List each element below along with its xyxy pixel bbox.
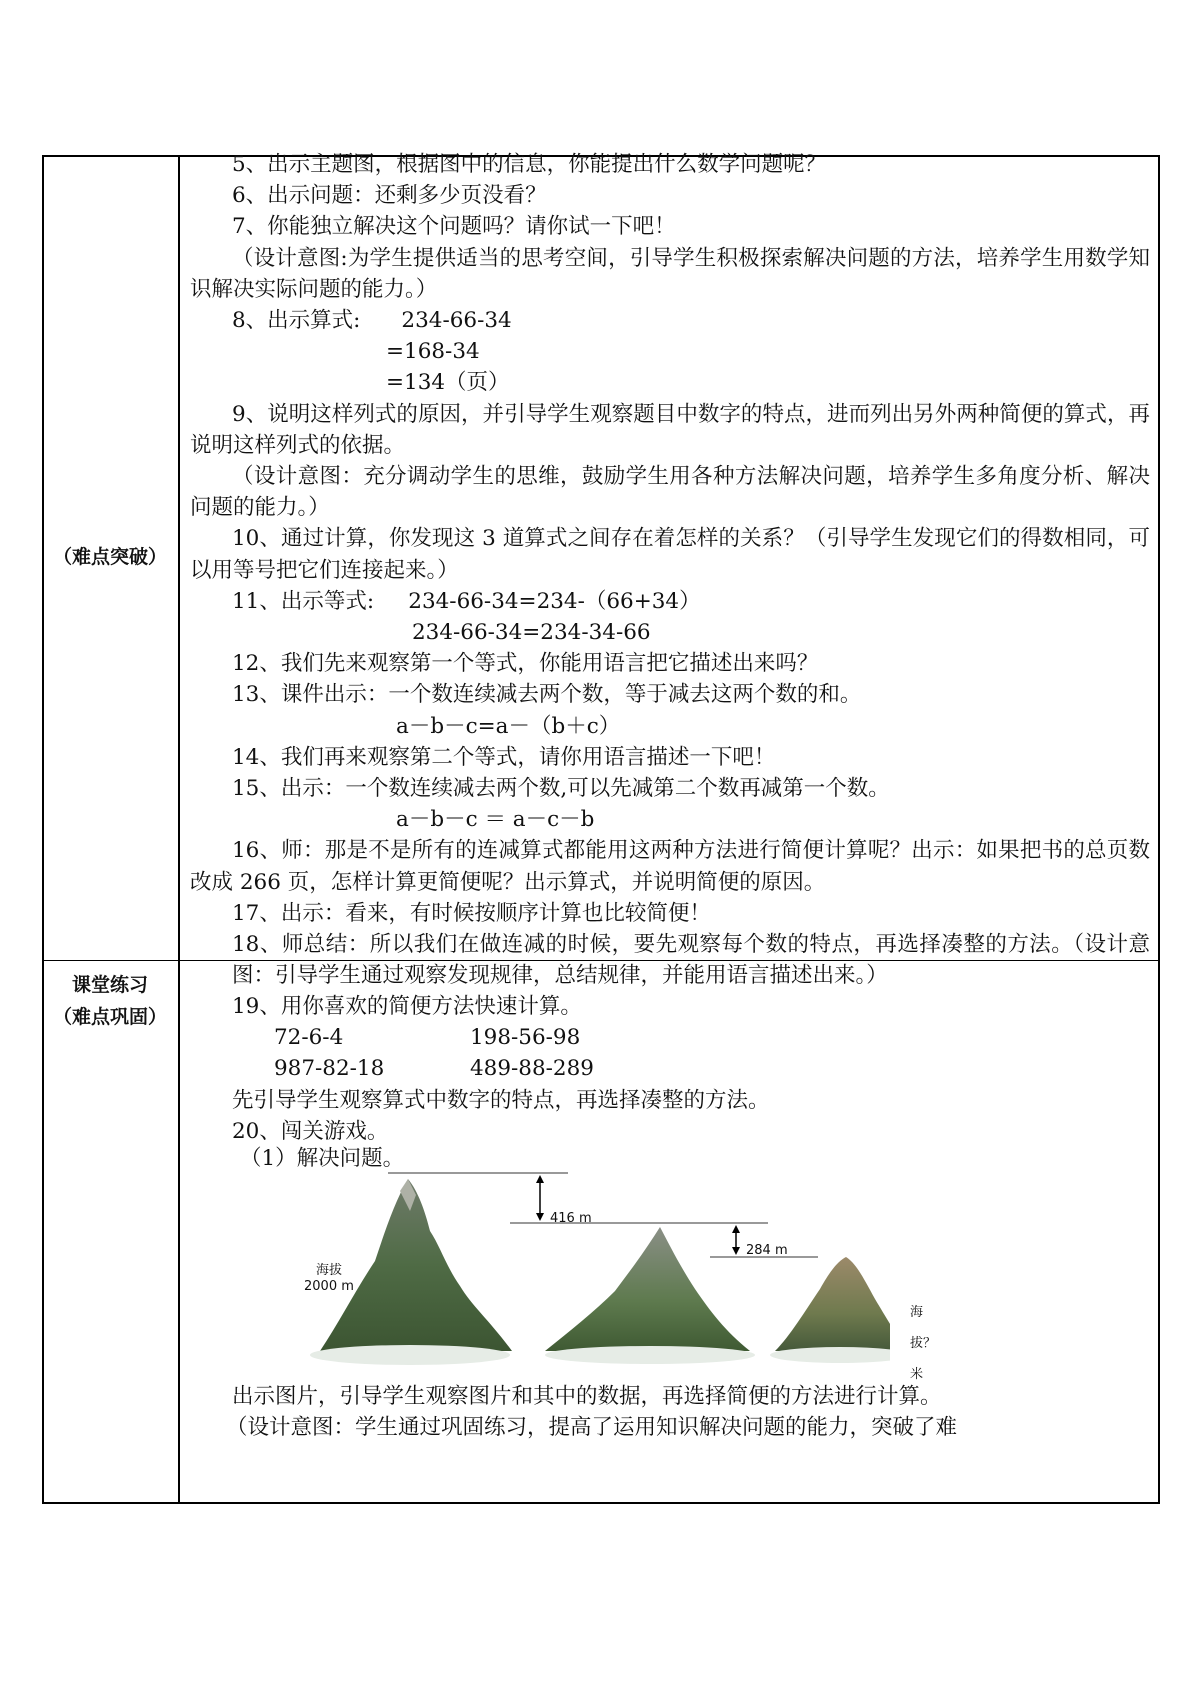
label-unknown-altitude: 海拔？米 <box>910 1305 937 1383</box>
row-label-practice-line1: 课堂练习 <box>71 974 148 996</box>
step-17: 17、出示：看来，有时候按顺序计算也比较简便！ <box>232 900 711 926</box>
step-14: 14、我们再来观察第二个等式，请你用语言描述一下吧！ <box>232 744 776 770</box>
middle-mountain <box>545 1227 750 1351</box>
lesson-table <box>42 152 1160 1504</box>
step-12: 12、我们先来观察第一个等式，你能用语言把它描述出来吗？ <box>232 651 819 677</box>
row-label-practice <box>42 969 178 1033</box>
step-9: 9、说明这样列式的原因，并引导学生观察题目中数字的特点，进而列出另外两种简便的算式，再说明这样列式的依据。 <box>190 401 1150 458</box>
sub-question-1: （1）解决问题。 <box>240 1146 405 1172</box>
expr-row-2 <box>190 1053 1150 1084</box>
step-11: 11、出示等式: 234-66-34=234-（66+34） <box>232 588 701 614</box>
formula-2: a－b－c ＝ a－c－b <box>396 807 595 833</box>
tall-mountain <box>320 1179 512 1351</box>
design-intent-3: （设计意图：学生通过巩固练习，提高了运用知识解决问题的能力，突破了难 <box>226 1415 958 1441</box>
step-18: 18、师总结：所以我们在做连减的时候，要先观察每个数的特点，再选择凑整的方法。（设计意图：引导学生通过观察发现规律，总结规律，并能用语言描述出来。） <box>232 932 1150 989</box>
design-intent-2: （设计意图：充分调动学生的思维，鼓励学生用各种方法解决问题，培养学生多角度分析、解决问题的能力。） <box>190 464 1150 521</box>
step-11-line-2: 234-66-34=234-34-66 <box>412 620 651 646</box>
step-6: 6、出示问题：还剩多少页没看？ <box>232 183 547 209</box>
figure-guide-text: 出示图片，引导学生观察图片和其中的数据，再选择简便的方法进行计算。 <box>232 1384 942 1410</box>
expr-row-1 <box>190 1022 1150 1053</box>
formula-1: a－b－c=a－（b＋c） <box>396 713 621 739</box>
question-20: 20、闯关游戏。 <box>232 1118 389 1144</box>
expr-2: 198-56-98 <box>470 1025 581 1051</box>
guide-text: 先引导学生观察算式中数字的特点，再选择凑整的方法。 <box>232 1087 770 1113</box>
expr-1: 72-6-4 <box>274 1025 344 1051</box>
label-altitude-word: 海拔 <box>316 1263 343 1279</box>
label-284m: 284 m <box>746 1243 788 1259</box>
row-label-difficulty: （难点突破） <box>52 546 167 568</box>
step-8: 8、出示算式: 234-66-34 <box>232 308 512 334</box>
expr-3: 987-82-18 <box>274 1056 385 1082</box>
mountain-figure <box>250 1171 937 1383</box>
table-border-right <box>1158 157 1160 1502</box>
question-19: 19、用你喜欢的简便方法快速计算。 <box>232 994 582 1019</box>
step-15: 15、出示：一个数连续减去两个数,可以先减第二个数再减第一个数。 <box>232 776 890 802</box>
table-column-divider <box>178 157 180 1502</box>
row-label-practice-line2: （难点巩固） <box>52 1006 167 1028</box>
section-practice-content <box>190 991 1150 1443</box>
label-416m: 416 m <box>550 1211 592 1227</box>
step-8-line-2: =168-34 <box>386 339 480 365</box>
table-border-left <box>42 157 44 1502</box>
step-5: 5、出示主题图，根据图中的信息，你能提出什么数学问题呢？ <box>232 152 827 177</box>
step-13: 13、课件出示：一个数连续减去两个数，等于减去这两个数的和。 <box>232 682 862 708</box>
step-7: 7、你能独立解决这个问题吗？请你试一下吧！ <box>232 214 676 240</box>
design-intent-1: （设计意图:为学生提供适当的思考空间，引导学生积极探索解决问题的方法，培养学生用数学知识解决实际问题的能力。） <box>190 245 1150 302</box>
step-8-line-3: =134（页） <box>386 370 510 396</box>
label-altitude-2000: 2000 m <box>304 1279 354 1295</box>
expr-4: 489-88-289 <box>470 1056 594 1082</box>
step-10: 10、通过计算，你发现这 3 道算式之间存在着怎样的关系？（引导学生发现它们的得数相同，可以用等号把它们连接起来。） <box>190 526 1150 583</box>
step-16: 16、师：那是不是所有的连减算式都能用这两种方法进行简便计算呢？出示：如果把书的总页数改成 266 页，怎样计算更简便呢？出示算式，并说明简便的原因。 <box>190 838 1150 895</box>
section-difficulty-content <box>190 149 1150 991</box>
short-mountain <box>775 1257 890 1351</box>
